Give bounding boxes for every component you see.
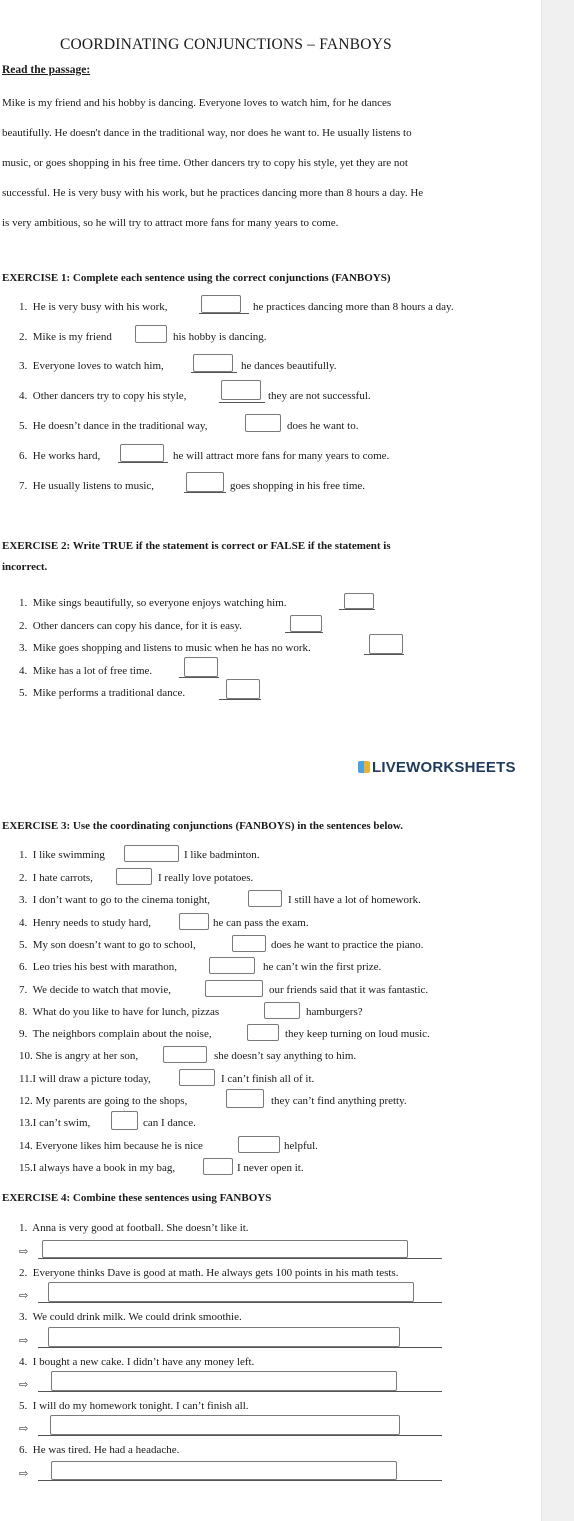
page-edge — [541, 0, 574, 1521]
exercise-4-heading: EXERCISE 4: Combine these sentences using FANBOYS — [2, 1192, 272, 1204]
ex3-answer-box-6[interactable] — [209, 957, 255, 974]
ex2-item-2: 2. Other dancers can copy his dance, for it is easy. — [19, 620, 242, 632]
exercise-2-heading: EXERCISE 2: Write TRUE if the statement is correct or FALSE if the statement is — [2, 540, 391, 552]
ex2-answer-box-1[interactable] — [344, 593, 374, 609]
answer-underline — [219, 402, 265, 403]
ex1-item-5-rest: does he want to. — [287, 420, 359, 432]
ex2-item-1: 1. Mike sings beautifully, so everyone enjoys watching him. — [19, 597, 287, 609]
ex3-answer-box-11[interactable] — [179, 1069, 215, 1086]
ex4-item-4: 4. I bought a new cake. I didn’t have any money left. — [19, 1356, 255, 1368]
answer-underline — [285, 632, 323, 633]
answer-underline — [179, 677, 219, 678]
ex4-item-6: 6. He was tired. He had a headache. — [19, 1444, 180, 1456]
ex3-item-10-rest: she doesn’t say anything to him. — [214, 1050, 357, 1062]
ex3-item-12: 12. My parents are going to the shops, — [19, 1095, 188, 1107]
ex3-item-3-rest: I still have a lot of homework. — [288, 894, 421, 906]
ex1-item-4: 4. Other dancers try to copy his style, — [19, 390, 187, 402]
ex3-item-13-rest: can I dance. — [143, 1117, 196, 1129]
ex3-item-2-rest: I really love potatoes. — [158, 872, 254, 884]
ex3-item-2: 2. I hate carrots, — [19, 872, 93, 884]
ex1-item-2: 2. Mike is my friend — [19, 331, 112, 343]
ex4-item-2: 2. Everyone thinks Dave is good at math. He always gets 100 points in his math tests. — [19, 1267, 399, 1279]
ex2-answer-box-4[interactable] — [184, 657, 218, 677]
ex4-answer-field-6[interactable] — [51, 1461, 397, 1480]
ex3-item-14-rest: helpful. — [284, 1140, 318, 1152]
answer-underline — [38, 1258, 442, 1259]
answer-arrow-icon: ⇨ — [19, 1335, 29, 1347]
ex3-item-8: 8. What do you like to have for lunch, pizzas — [19, 1006, 220, 1018]
ex3-answer-box-13[interactable] — [111, 1111, 138, 1130]
ex3-answer-box-4[interactable] — [179, 913, 209, 930]
ex3-item-10: 10. She is angry at her son, — [19, 1050, 139, 1062]
page-title: COORDINATING CONJUNCTIONS – FANBOYS — [60, 36, 392, 53]
ex3-answer-box-1[interactable] — [124, 845, 179, 862]
ex3-item-9-rest: they keep turning on loud music. — [285, 1028, 430, 1040]
ex1-item-3-rest: he dances beautifully. — [241, 360, 337, 372]
ex4-answer-field-3[interactable] — [48, 1327, 400, 1347]
answer-arrow-icon: ⇨ — [19, 1290, 29, 1302]
answer-underline — [38, 1302, 442, 1303]
passage — [2, 88, 502, 238]
ex3-answer-box-15[interactable] — [203, 1158, 233, 1175]
ex3-item-12-rest: they can’t find anything pretty. — [271, 1095, 407, 1107]
liveworksheets-logo: LIVEWORKSHEETS — [358, 759, 516, 776]
ex2-answer-box-3[interactable] — [369, 634, 403, 654]
passage-line: is very ambitious, so he will try to attract more fans for many years to come. — [2, 217, 339, 229]
ex3-item-7-rest: our friends said that it was fantastic. — [269, 984, 429, 996]
ex3-answer-box-14[interactable] — [238, 1136, 280, 1153]
ex1-item-7: 7. He usually listens to music, — [19, 480, 155, 492]
ex3-item-15: 15.I always have a book in my bag, — [19, 1162, 176, 1174]
exercise-1-heading: EXERCISE 1: Complete each sentence using the correct conjunctions (FANBOYS) — [2, 272, 391, 284]
ex1-answer-box-7[interactable] — [186, 472, 224, 492]
answer-underline — [118, 462, 168, 463]
ex3-item-1: 1. I like swimming — [19, 849, 105, 861]
answer-underline — [339, 609, 375, 610]
ex3-item-13: 13.I can’t swim, — [19, 1117, 91, 1129]
answer-underline — [38, 1435, 442, 1436]
passage-line: successful. He is very busy with his work, but he practices dancing more than 8 hours a day. He — [2, 187, 424, 199]
ex1-answer-box-1[interactable] — [201, 295, 241, 313]
ex3-item-15-rest: I never open it. — [237, 1162, 304, 1174]
ex4-item-1: 1. Anna is very good at football. She doesn’t like it. — [19, 1222, 249, 1234]
ex4-item-3: 3. We could drink milk. We could drink smoothie. — [19, 1311, 242, 1323]
passage-line: beautifully. He doesn't dance in the traditional way, nor does he want to. He usually listens to — [2, 127, 412, 139]
ex3-answer-box-12[interactable] — [226, 1089, 264, 1108]
ex2-item-4: 4. Mike has a lot of free time. — [19, 665, 153, 677]
answer-underline — [191, 372, 237, 373]
ex1-answer-box-4[interactable] — [221, 380, 261, 400]
answer-arrow-icon: ⇨ — [19, 1423, 29, 1435]
ex3-answer-box-10[interactable] — [163, 1046, 207, 1063]
ex1-item-6: 6. He works hard, — [19, 450, 101, 462]
ex3-item-5-rest: does he want to practice the piano. — [271, 939, 424, 951]
ex3-answer-box-7[interactable] — [205, 980, 263, 997]
ex3-item-8-rest: hamburgers? — [306, 1006, 363, 1018]
ex1-item-6-rest: he will attract more fans for many years to come. — [173, 450, 390, 462]
ex3-answer-box-9[interactable] — [247, 1024, 279, 1041]
answer-underline — [364, 654, 404, 655]
ex1-answer-box-3[interactable] — [193, 354, 233, 372]
ex3-answer-box-5[interactable] — [232, 935, 266, 952]
ex1-item-5: 5. He doesn’t dance in the traditional way, — [19, 420, 208, 432]
ex3-item-6: 6. Leo tries his best with marathon, — [19, 961, 177, 973]
ex3-item-3: 3. I don’t want to go to the cinema tonight, — [19, 894, 211, 906]
ex4-answer-field-4[interactable] — [51, 1371, 397, 1391]
ex1-answer-box-2[interactable] — [135, 325, 167, 343]
ex2-item-3: 3. Mike goes shopping and listens to music when he has no work. — [19, 642, 311, 654]
ex3-item-5: 5. My son doesn’t want to go to school, — [19, 939, 196, 951]
ex1-item-3: 3. Everyone loves to watch him, — [19, 360, 164, 372]
exercise-2-heading-cont: incorrect. — [2, 561, 48, 573]
ex4-item-5: 5. I will do my homework tonight. I can’t finish all. — [19, 1400, 249, 1412]
answer-underline — [38, 1347, 442, 1348]
liveworksheets-logo-icon — [358, 761, 370, 773]
answer-underline — [38, 1391, 442, 1392]
ex2-answer-box-5[interactable] — [226, 679, 260, 699]
ex1-item-1-rest: he practices dancing more than 8 hours a day. — [253, 301, 454, 313]
ex4-answer-field-1[interactable] — [42, 1240, 408, 1258]
ex3-answer-box-8[interactable] — [264, 1002, 300, 1019]
ex1-item-2-rest: his hobby is dancing. — [173, 331, 267, 343]
ex3-item-7: 7. We decide to watch that movie, — [19, 984, 171, 996]
ex3-answer-box-2[interactable] — [116, 868, 152, 885]
ex1-item-7-rest: goes shopping in his free time. — [230, 480, 366, 492]
passage-line: Mike is my friend and his hobby is dancing. Everyone loves to watch him, for he dances — [2, 97, 392, 109]
ex3-item-4: 4. Henry needs to study hard, — [19, 917, 151, 929]
answer-underline — [184, 492, 226, 493]
answer-underline — [38, 1480, 442, 1481]
answer-arrow-icon: ⇨ — [19, 1246, 29, 1258]
ex3-item-1-rest: I like badminton. — [184, 849, 260, 861]
ex3-item-9: 9. The neighbors complain about the noise, — [19, 1028, 212, 1040]
exercise-3-heading: EXERCISE 3: Use the coordinating conjunctions (FANBOYS) in the sentences below. — [2, 820, 404, 832]
ex3-item-4-rest: he can pass the exam. — [213, 917, 309, 929]
ex1-item-1: 1. He is very busy with his work, — [19, 301, 168, 313]
answer-underline — [199, 313, 249, 314]
answer-arrow-icon: ⇨ — [19, 1468, 29, 1480]
read-passage-label: Read the passage: — [2, 64, 91, 76]
ex3-answer-box-3[interactable] — [248, 890, 282, 907]
ex1-answer-box-6[interactable] — [120, 444, 164, 462]
ex1-answer-box-5[interactable] — [245, 414, 281, 432]
ex4-answer-field-2[interactable] — [48, 1282, 414, 1302]
ex2-answer-box-2[interactable] — [290, 615, 322, 632]
ex1-item-4-rest: they are not successful. — [268, 390, 371, 402]
passage-line: music, or goes shopping in his free time. Other dancers try to copy his style, yet they are not — [2, 157, 408, 169]
ex4-answer-field-5[interactable] — [50, 1415, 400, 1435]
ex2-item-5: 5. Mike performs a traditional dance. — [19, 687, 186, 699]
ex3-item-6-rest: he can’t win the first prize. — [263, 961, 382, 973]
ex3-item-11: 11.I will draw a picture today, — [19, 1073, 151, 1085]
answer-underline — [219, 699, 261, 700]
ex3-item-14: 14. Everyone likes him because he is nice — [19, 1140, 203, 1152]
answer-arrow-icon: ⇨ — [19, 1379, 29, 1391]
ex3-item-11-rest: I can’t finish all of it. — [221, 1073, 315, 1085]
